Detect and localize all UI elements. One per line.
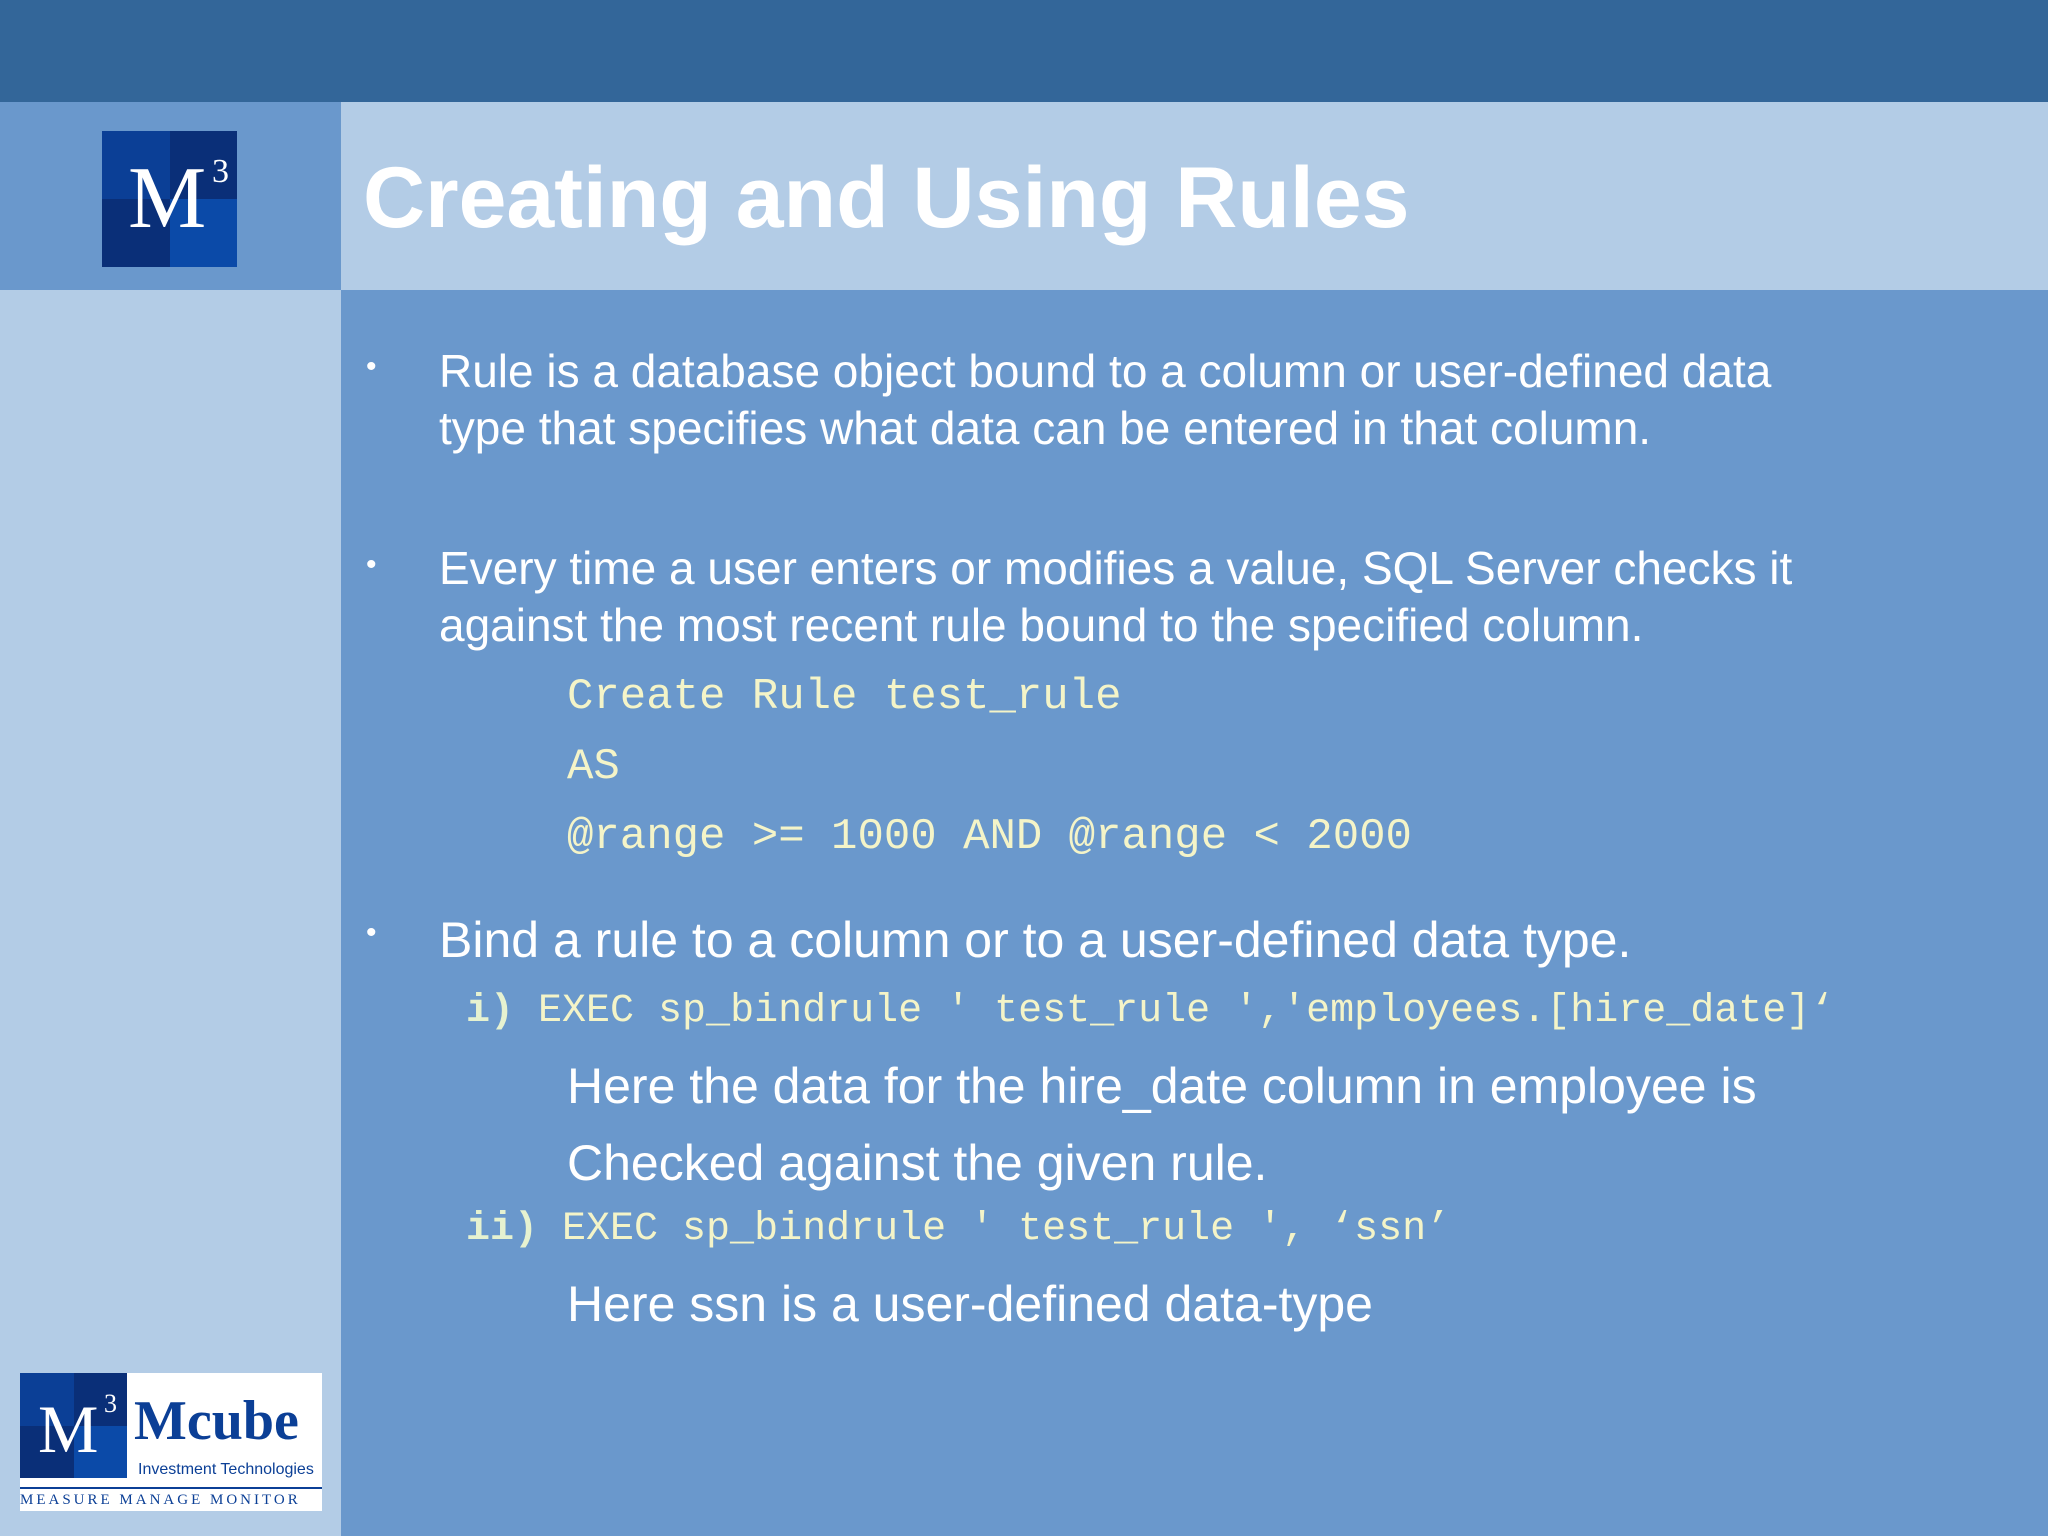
m3-logo [102, 131, 237, 267]
top-bar [0, 0, 2048, 102]
bullet-2-line-1: Every time a user enters or modifies a value, SQL Server checks it [439, 542, 1793, 594]
bullet-1-line-1: Rule is a database object bound to a column or user-defined data [439, 345, 1772, 397]
example-1-code [466, 988, 1834, 1036]
example-2-statement: EXEC sp_bindrule ' test_rule ', ‘ssn’ [562, 1207, 1451, 1252]
mcube-logo-mark [20, 1373, 127, 1478]
example-1-statement: EXEC sp_bindrule ' test_rule ','employees.[hire_date]‘ [538, 989, 1835, 1034]
slide-title: Creating and Using Rules [363, 150, 1410, 246]
example-2-note-1: Here ssn is a user-defined data-type [567, 1276, 1373, 1332]
example-1-note-2: Checked against the given rule. [567, 1135, 1268, 1191]
bullet-2-marker: • [366, 548, 377, 581]
code-line-3: @range >= 1000 AND @range < 2000 [567, 812, 1412, 862]
mcube-logo-letter: M [38, 1391, 99, 1467]
bullet-1-line-2: type that specifies what data can be entered in that column. [439, 402, 1652, 454]
mcube-wordmark: Mcube [134, 1390, 299, 1452]
bullet-1-marker: • [366, 350, 377, 383]
bullet-3-line-1: Bind a rule to a column or to a user-defined data type. [439, 912, 1632, 968]
mcube-tagline: MEASURE MANAGE MONITOR [20, 1487, 322, 1509]
bullet-3-marker: • [366, 916, 377, 949]
example-2-code [466, 1206, 1450, 1254]
mcube-subtitle: Investment Technologies [138, 1461, 314, 1478]
example-1-number: i) [466, 989, 515, 1034]
left-sidebar [0, 290, 341, 1536]
bullet-2-line-2: against the most recent rule bound to the specified column. [439, 599, 1644, 651]
example-2-number: ii) [466, 1207, 539, 1252]
m3-logo-superscript: 3 [212, 153, 229, 190]
code-line-1: Create Rule test_rule [567, 672, 1122, 722]
code-line-2: AS [567, 742, 620, 792]
mcube-footer-logo [20, 1373, 322, 1511]
example-1-note-1: Here the data for the hire_date column in employee is [567, 1058, 1757, 1114]
mcube-logo-superscript: 3 [104, 1389, 117, 1418]
m3-logo-letter: M [128, 150, 207, 247]
